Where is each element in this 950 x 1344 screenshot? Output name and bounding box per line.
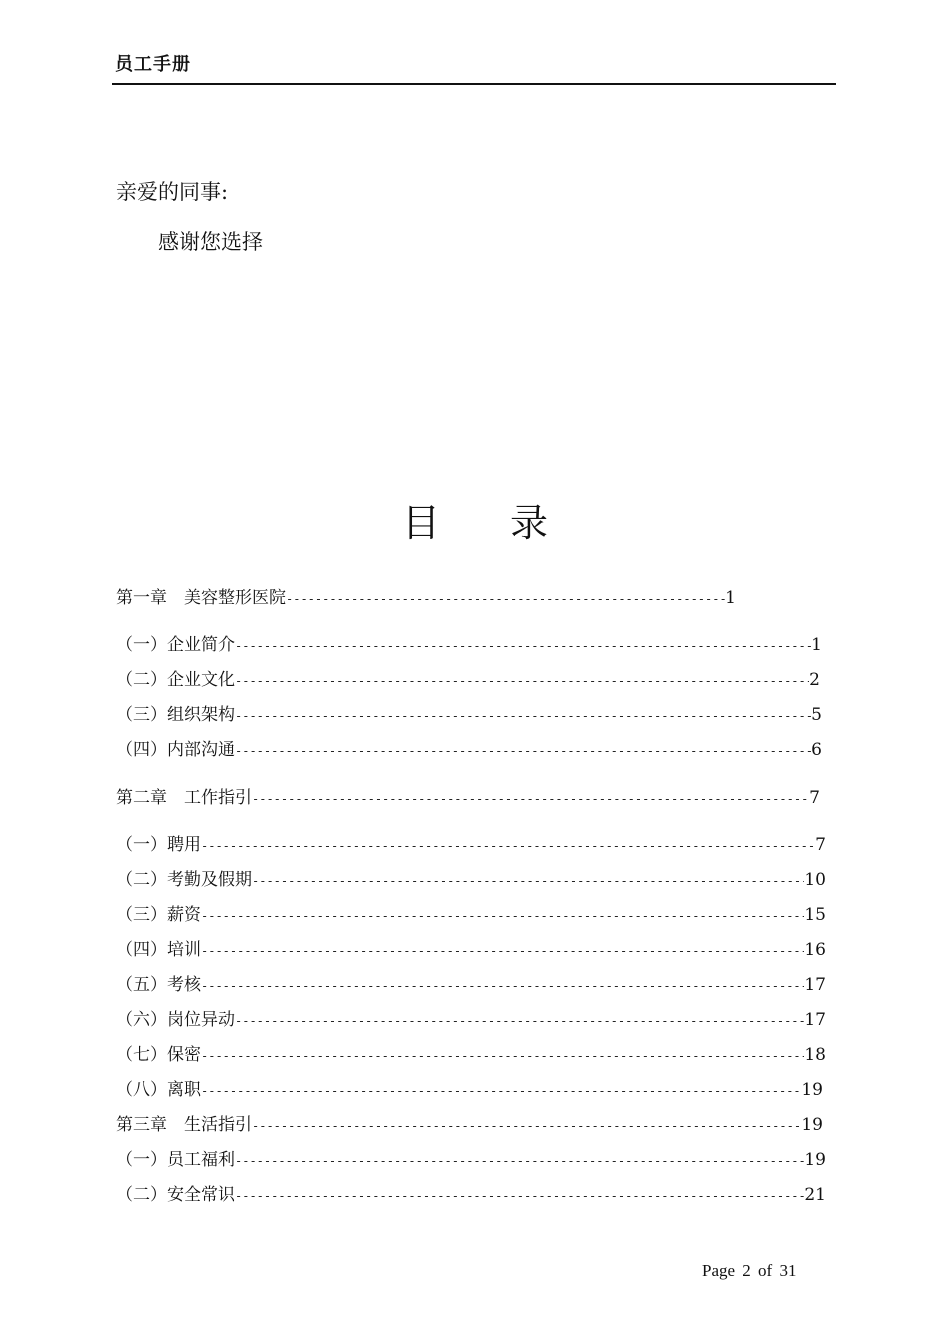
page-number-footer: Page 2 of 31 — [702, 1261, 797, 1280]
toc-entry-leader — [235, 669, 809, 693]
toc-entry-label: 第二章 工作指引 — [116, 788, 252, 808]
toc-entry-page: 5 — [811, 705, 822, 725]
toc-heading — [0, 500, 950, 546]
toc-entry-page: 15 — [804, 905, 826, 925]
toc-entry-leader — [286, 587, 725, 611]
toc-entry-label: （三）薪资 — [116, 905, 201, 925]
toc-entry-leader — [252, 787, 809, 811]
toc-entry-page: 7 — [809, 788, 820, 808]
toc-entry-page: 18 — [804, 1045, 826, 1065]
toc-entry-section[interactable] — [116, 1183, 826, 1207]
toc-entry-page: 21 — [804, 1185, 826, 1205]
toc-entry-page: 17 — [804, 975, 826, 995]
toc-entry-section[interactable] — [116, 633, 822, 657]
letter-intro: 感谢您选择 — [158, 230, 263, 254]
toc-entry-section[interactable] — [116, 1148, 826, 1172]
toc-entry-leader — [235, 634, 811, 658]
toc-entry-label: （八）离职 — [116, 1080, 201, 1100]
toc-entry-label: （五）考核 — [116, 975, 201, 995]
toc-entry-chapter-2[interactable] — [116, 786, 820, 810]
toc-entry-page: 1 — [811, 635, 822, 655]
toc-entry-section[interactable] — [116, 938, 826, 962]
toc-entry-leader — [201, 974, 804, 998]
toc-entry-chapter-3[interactable] — [116, 1113, 823, 1137]
toc-entry-leader — [201, 939, 804, 963]
toc-entry-page: 6 — [811, 740, 822, 760]
toc-entry-leader — [252, 869, 804, 893]
toc-entry-section[interactable] — [116, 1043, 826, 1067]
toc-entry-label: （一）聘用 — [116, 835, 201, 855]
toc-entry-leader — [235, 1184, 804, 1208]
document-header-title: 员工手册 — [115, 54, 191, 75]
toc-entry-page: 19 — [801, 1115, 823, 1135]
toc-entry-chapter-1[interactable] — [116, 586, 736, 610]
toc-entry-leader — [235, 739, 811, 763]
toc-entry-label: （四）培训 — [116, 940, 201, 960]
toc-entry-label: （七）保密 — [116, 1045, 201, 1065]
toc-entry-section[interactable] — [116, 903, 826, 927]
toc-entry-section[interactable] — [116, 833, 826, 857]
toc-entry-leader — [201, 1044, 804, 1068]
toc-entry-section[interactable] — [116, 668, 820, 692]
toc-entry-page: 19 — [804, 1150, 826, 1170]
toc-entry-leader — [235, 1149, 804, 1173]
letter-greeting: 亲爱的同事: — [116, 180, 229, 204]
toc-entry-label: （六）岗位异动 — [116, 1010, 235, 1030]
toc-entry-label: （二）安全常识 — [116, 1185, 235, 1205]
toc-entry-section[interactable] — [116, 973, 826, 997]
toc-entry-section[interactable] — [116, 1078, 823, 1102]
toc-entry-leader — [252, 1114, 801, 1138]
toc-entry-section[interactable] — [116, 738, 822, 762]
toc-entry-page: 16 — [804, 940, 826, 960]
toc-entry-page: 19 — [801, 1080, 823, 1100]
toc-entry-leader — [235, 1009, 804, 1033]
toc-entry-page: 7 — [815, 835, 826, 855]
toc-entry-label: 第三章 生活指引 — [116, 1115, 252, 1135]
header-divider — [112, 83, 836, 85]
toc-heading-right: 录 — [510, 501, 549, 545]
toc-entry-label: （一）企业简介 — [116, 635, 235, 655]
toc-entry-leader — [201, 904, 804, 928]
toc-entry-label: （二）企业文化 — [116, 670, 235, 690]
toc-entry-leader — [201, 1079, 801, 1103]
toc-entry-label: （一）员工福利 — [116, 1150, 235, 1170]
toc-entry-section[interactable] — [116, 868, 826, 892]
toc-entry-page: 10 — [804, 870, 826, 890]
toc-entry-label: （二）考勤及假期 — [116, 870, 252, 890]
toc-entry-label: （三）组织架构 — [116, 705, 235, 725]
toc-entry-page: 1 — [725, 588, 736, 608]
toc-entry-leader — [201, 834, 815, 858]
toc-entry-page: 2 — [809, 670, 820, 690]
toc-entry-label: （四）内部沟通 — [116, 740, 235, 760]
toc-entry-page: 17 — [804, 1010, 826, 1030]
toc-entry-label: 第一章 美容整形医院 — [116, 588, 286, 608]
toc-heading-left: 目 — [401, 501, 440, 545]
toc-entry-leader — [235, 704, 811, 728]
toc-entry-section[interactable] — [116, 703, 822, 727]
toc-entry-section[interactable] — [116, 1008, 826, 1032]
